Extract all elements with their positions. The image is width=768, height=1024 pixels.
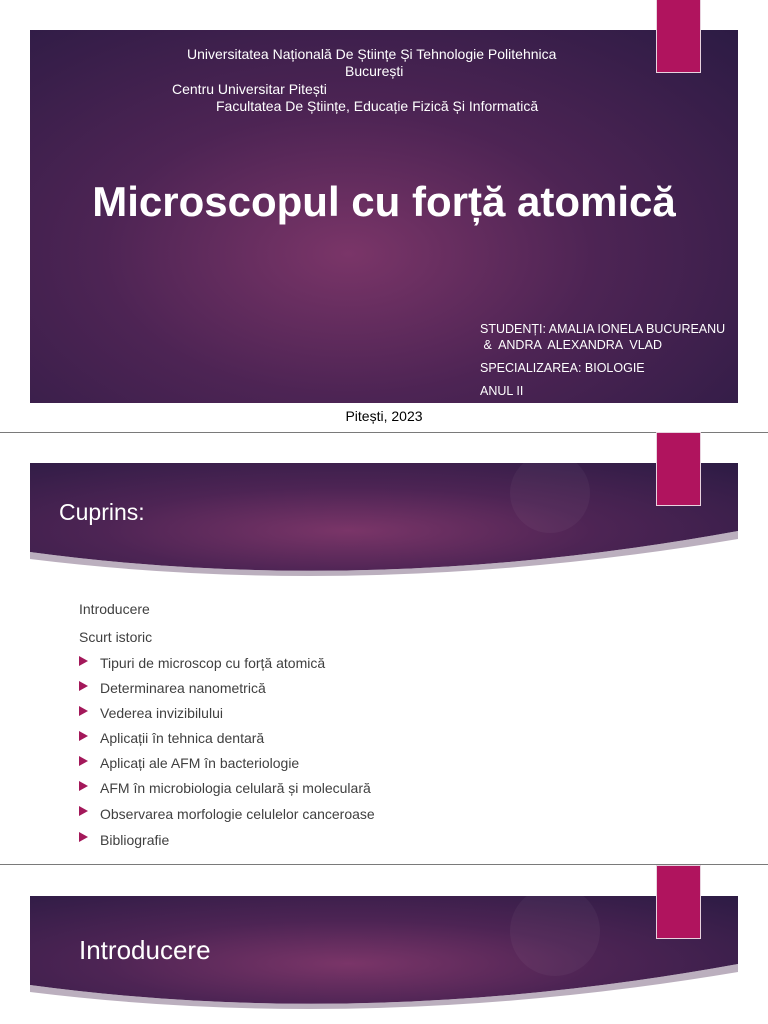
- bullet-arrow-icon: [79, 656, 88, 666]
- toc-item: Aplicații în tehnica dentară: [100, 730, 265, 746]
- bullet-arrow-icon: [79, 781, 88, 791]
- toc-item: Observarea morfologie celulelor canceroase: [100, 806, 375, 822]
- bullet-arrow-icon: [79, 731, 88, 741]
- slide-separator: [0, 432, 768, 433]
- toc-item: Determinarea nanometrică: [100, 680, 266, 696]
- bullet-arrow-icon: [79, 832, 88, 842]
- university-name: Universitatea Națională De Științe Și Tehnologie Politehnica: [187, 46, 557, 62]
- toc-item: Scurt istoric: [79, 629, 153, 645]
- faculty-name: Facultatea De Științe, Educație Fizică Și Informatică: [216, 98, 539, 114]
- bullet-arrow-icon: [79, 706, 88, 716]
- students-line: STUDENȚI: AMALIA IONELA BUCUREANU: [480, 322, 726, 336]
- intro-title: Introducere: [79, 935, 211, 965]
- students-line-2: & ANDRA ALEXANDRA VLAD: [480, 338, 663, 352]
- toc-title: Cuprins:: [59, 499, 145, 525]
- presentation-title: Microscopul cu forță atomică: [92, 178, 676, 225]
- toc-item: AFM în microbiologia celulară și moleculară: [100, 780, 371, 796]
- toc-item: Tipuri de microscop cu forță atomică: [100, 655, 326, 671]
- toc-item: Bibliografie: [100, 832, 170, 848]
- location-date: Pitești, 2023: [345, 408, 423, 424]
- bullet-arrow-icon: [79, 806, 88, 816]
- slide-separator: [0, 864, 768, 865]
- bookmark-decoration: [657, 866, 700, 938]
- bookmark-decoration: [657, 433, 700, 505]
- bullet-arrow-icon: [79, 756, 88, 766]
- year-line: ANUL II: [480, 384, 524, 398]
- university-city: București: [345, 63, 404, 79]
- toc-item: Aplicați ale AFM în bacteriologie: [100, 755, 300, 771]
- specialization-line: SPECIALIZAREA: BIOLOGIE: [480, 361, 645, 375]
- bullet-arrow-icon: [79, 681, 88, 691]
- toc-item: Introducere: [79, 601, 150, 617]
- bookmark-decoration: [657, 0, 700, 72]
- toc-item: Vederea invizibilului: [100, 705, 223, 721]
- center-name: Centru Universitar Pitești: [172, 81, 327, 97]
